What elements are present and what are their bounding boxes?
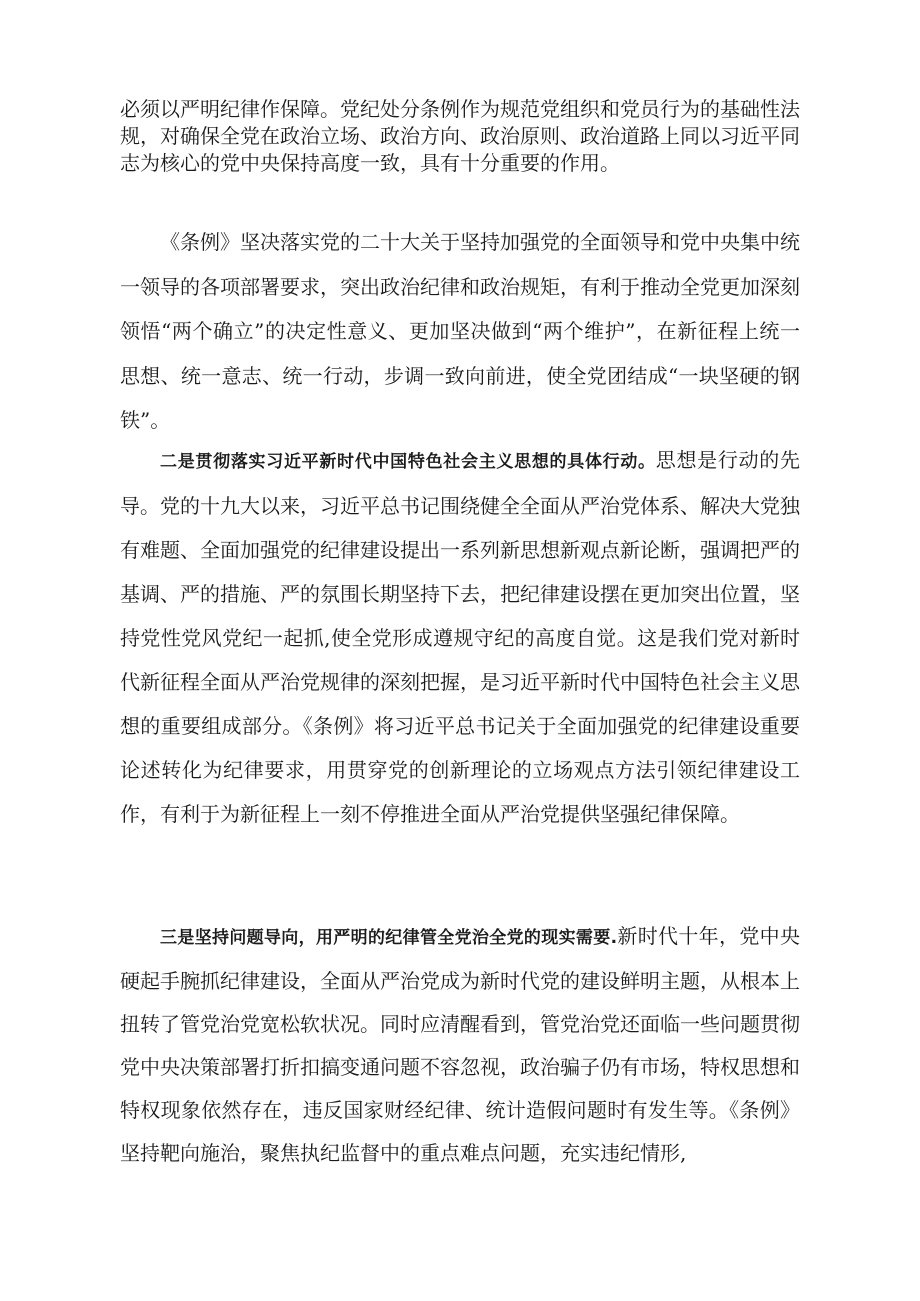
paragraph-continuation: 必须以严明纪律作保障。党纪处分条例作为规范党组织和党员行为的基础性法规，对确保全党在政治立场、政治方向、政治原则、政治道路上同以习近平同志为核心的党中央保持高度一致，具有十分重要的作用。 xyxy=(120,97,800,175)
point-three-body: 新时代十年，党中央硬起手腕抓纪律建设，全面从严治党成为新时代党的建设鲜明主题，从根本上扭转了管党治党宽松软状况。同时应清醒看到，管党治党还面临一些问题贯彻党中央决策部署打折扣搞变通问题不容忽视，政治骗子仍有市场，特权思想和特权现象依然存在，违反国家财经纪律、统计造假问题时有发生等。《条例》坚持靶向施治，聚焦执纪监督中的重点难点问题，充实违纪情形, xyxy=(120,924,800,1165)
point-two-body: 思想是行动的先导。党的十九大以来，习近平总书记围绕健全全面从严治党体系、解决大党独有难题、全面加强党的纪律建设提出一系列新思想新观点新论断，强调把严的基调、严的措施、严的氛围长期坚持下去，把纪律建设摆在更加突出位置，坚持党性党风党纪一起抓,使全党形成遵规守纪的高度自觉。这是我们党对新时代新征程全面从严治党规律的深刻把握，是习近平新时代中国特色社会主义思想的重要组成部分。《条例》将习近平总书记关于全面加强党的纪律建设重要论述转化为纪律要求，用贯穿党的创新理论的立场观点方法引领纪律建设工作，有利于为新征程上一刻不停推进全面从严治党提供坚强纪律保障。 xyxy=(120,448,801,826)
paragraph-point-two xyxy=(120,438,800,836)
point-two-heading: 二是贯彻落实习近平新时代中国特色社会主义思想的具体行动。 xyxy=(160,452,656,472)
point-three-heading: 三是坚持问题导向，用严明的纪律管全党治全党的现实需要. xyxy=(160,928,618,948)
paragraph-point-three xyxy=(120,915,800,1175)
paragraph-regulation-significance: 《条例》坚决落实党的二十大关于坚持加强党的全面领导和党中央集中统一领导的各项部署要求，突出政治纪律和政治规矩，有利于推动全党更加深刻领悟“两个确立”的决定性意义、更加坚决做到“两个维护”，在新征程上统一思想、统一意志、统一行动，步调一致向前进，使全党团结成“一块坚硬的钢铁”。 xyxy=(120,230,800,432)
